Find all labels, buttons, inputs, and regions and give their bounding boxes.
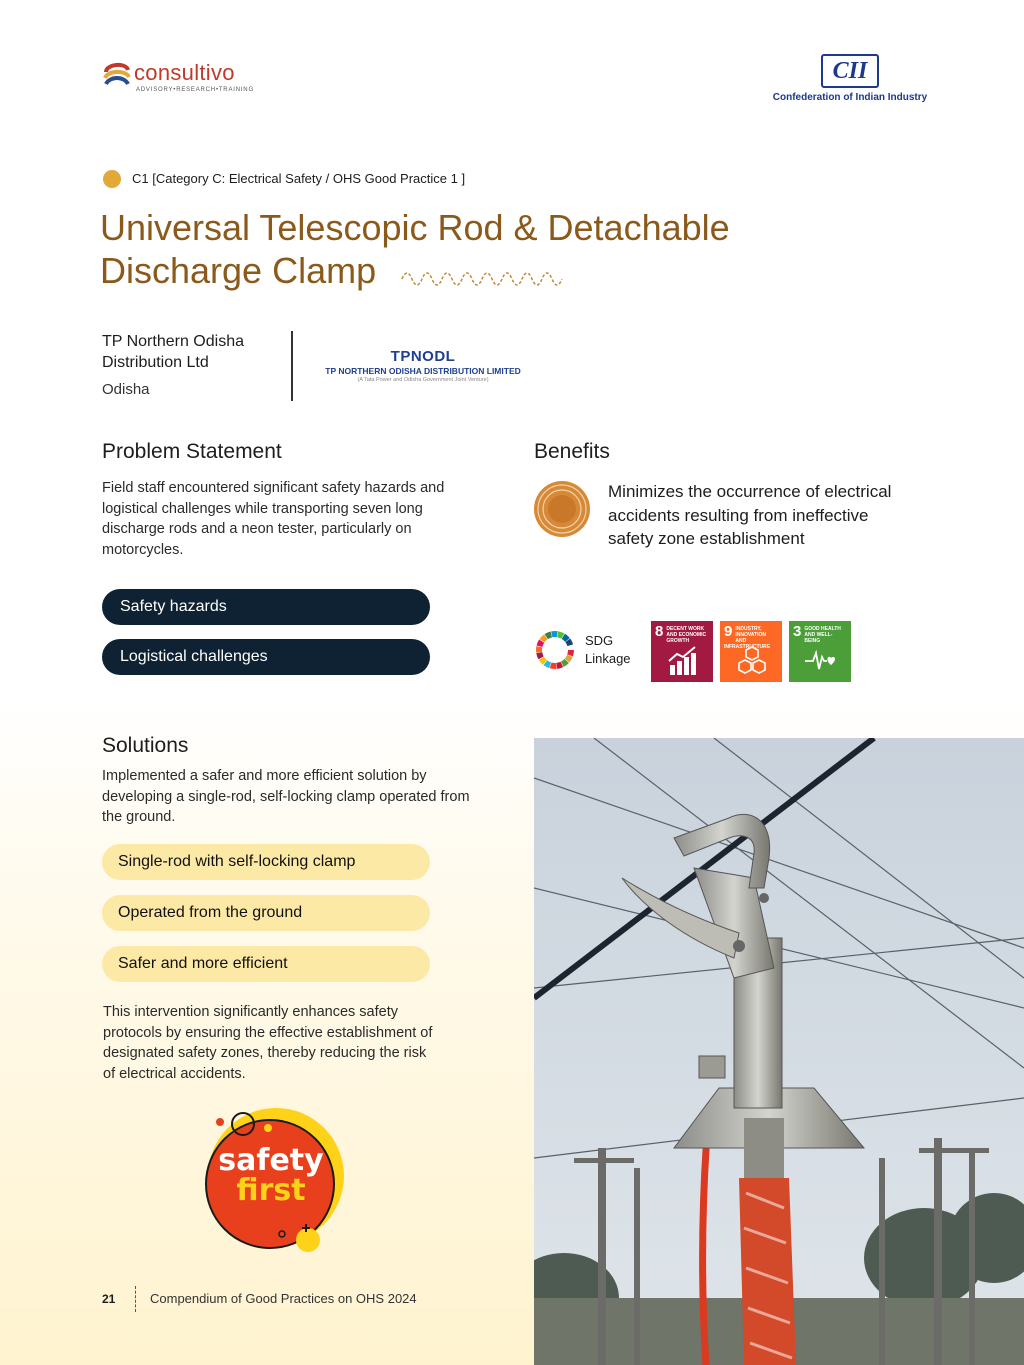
organization-region: Odisha	[102, 381, 150, 398]
title-line-2: Discharge Clamp	[100, 250, 377, 291]
problem-text: Field staff encountered significant safety hazards and logistical challenges while transporting seven long discharge rods and a neon tester, particularly on motorcycles.	[102, 480, 445, 558]
footer-text: Compendium of Good Practices on OHS 2024	[150, 1291, 417, 1306]
consultivo-tagline: ADVISORY•RESEARCH•TRAINING	[136, 87, 254, 93]
growth-chart-icon	[667, 645, 699, 677]
solutions-text: Implemented a safer and more efficient solution by developing a single-rod, self-locking clamp operated from the ground.	[102, 768, 470, 825]
solution-tag-single-rod: Single-rod with self-locking clamp	[102, 844, 430, 880]
problem-heading: Problem Statement	[102, 440, 282, 463]
tpnodl-logo-subtitle: (A Tata Power and Odisha Government Joint Venture)	[357, 377, 489, 383]
divider	[291, 331, 293, 401]
safety-first-badge	[196, 1104, 346, 1254]
consultivo-logo	[102, 58, 262, 98]
sdg-3-caption: GOOD HEALTH AND WELL-BEING	[804, 626, 841, 644]
consultivo-wordmark: consultivo	[134, 60, 235, 85]
page-number: 21	[102, 1292, 116, 1306]
cii-mark: CII	[821, 54, 879, 88]
solution-tag-safer-efficient: Safer and more efficient	[102, 946, 430, 982]
heartbeat-icon	[805, 645, 837, 677]
discharge-clamp-photo	[534, 738, 1024, 1365]
tpnodl-logo	[312, 348, 534, 384]
cubes-icon	[736, 645, 768, 677]
solution-tag-operated-from-ground: Operated from the ground	[102, 895, 430, 931]
benefits-heading: Benefits	[534, 440, 610, 463]
sdg-label	[585, 632, 631, 668]
sdg-3-number: 3	[793, 623, 802, 640]
benefits-text: Minimizes the occurrence of electrical accidents resulting from ineffective safety zone establishment	[608, 482, 892, 548]
first-word: first	[236, 1173, 306, 1208]
safety-first-text	[196, 1143, 346, 1208]
sdg-8-number: 8	[655, 623, 664, 640]
category-dot-icon	[103, 170, 121, 188]
consultivo-swirl-icon	[102, 60, 132, 92]
impact-text: This intervention significantly enhances safety protocols by ensuring the effective establishment of designated safety zones, thereby reducing the risk of electrical accidents.	[103, 1004, 433, 1082]
tpnodl-logo-mark: TPNODL	[390, 348, 456, 365]
sdg-9-caption: INDUSTRY, INNOVATION AND INFRASTRUCTURE	[724, 626, 771, 650]
footer-divider	[135, 1286, 136, 1312]
cii-logo	[770, 54, 930, 104]
problem-tag-logistical-challenges: Logistical challenges	[102, 639, 430, 675]
tpnodl-logo-name: TP NORTHERN ODISHA DISTRIBUTION LIMITED	[325, 366, 521, 376]
wave-decoration-icon	[400, 263, 570, 289]
title-line-1: Universal Telescopic Rod & Detachable	[100, 207, 730, 248]
sdg-label-line-2: Linkage	[585, 651, 631, 666]
discharge-clamp-illustration	[534, 738, 1024, 1365]
organization-name: TP Northern Odisha Distribution Ltd	[102, 333, 244, 371]
sdg-8-tile	[651, 621, 713, 682]
solutions-heading: Solutions	[102, 734, 189, 757]
sdg-3-tile	[789, 621, 851, 682]
category-label: C1 [Category C: Electrical Safety / OHS Good Practice 1 ]	[132, 171, 466, 186]
sdg-9-number: 9	[724, 623, 733, 640]
cii-name: Confederation of Indian Industry	[772, 92, 928, 103]
sdg-label-line-1: SDG	[585, 633, 614, 648]
sdg-8-caption: DECENT WORK AND ECONOMIC GROWTH	[666, 626, 707, 644]
benefit-target-icon	[534, 481, 590, 537]
organization-info	[102, 331, 282, 398]
sdg-wheel-icon	[535, 630, 575, 670]
problem-tag-safety-hazards: Safety hazards	[102, 589, 430, 625]
sdg-9-tile	[720, 621, 782, 682]
safety-word: safety	[218, 1143, 324, 1178]
